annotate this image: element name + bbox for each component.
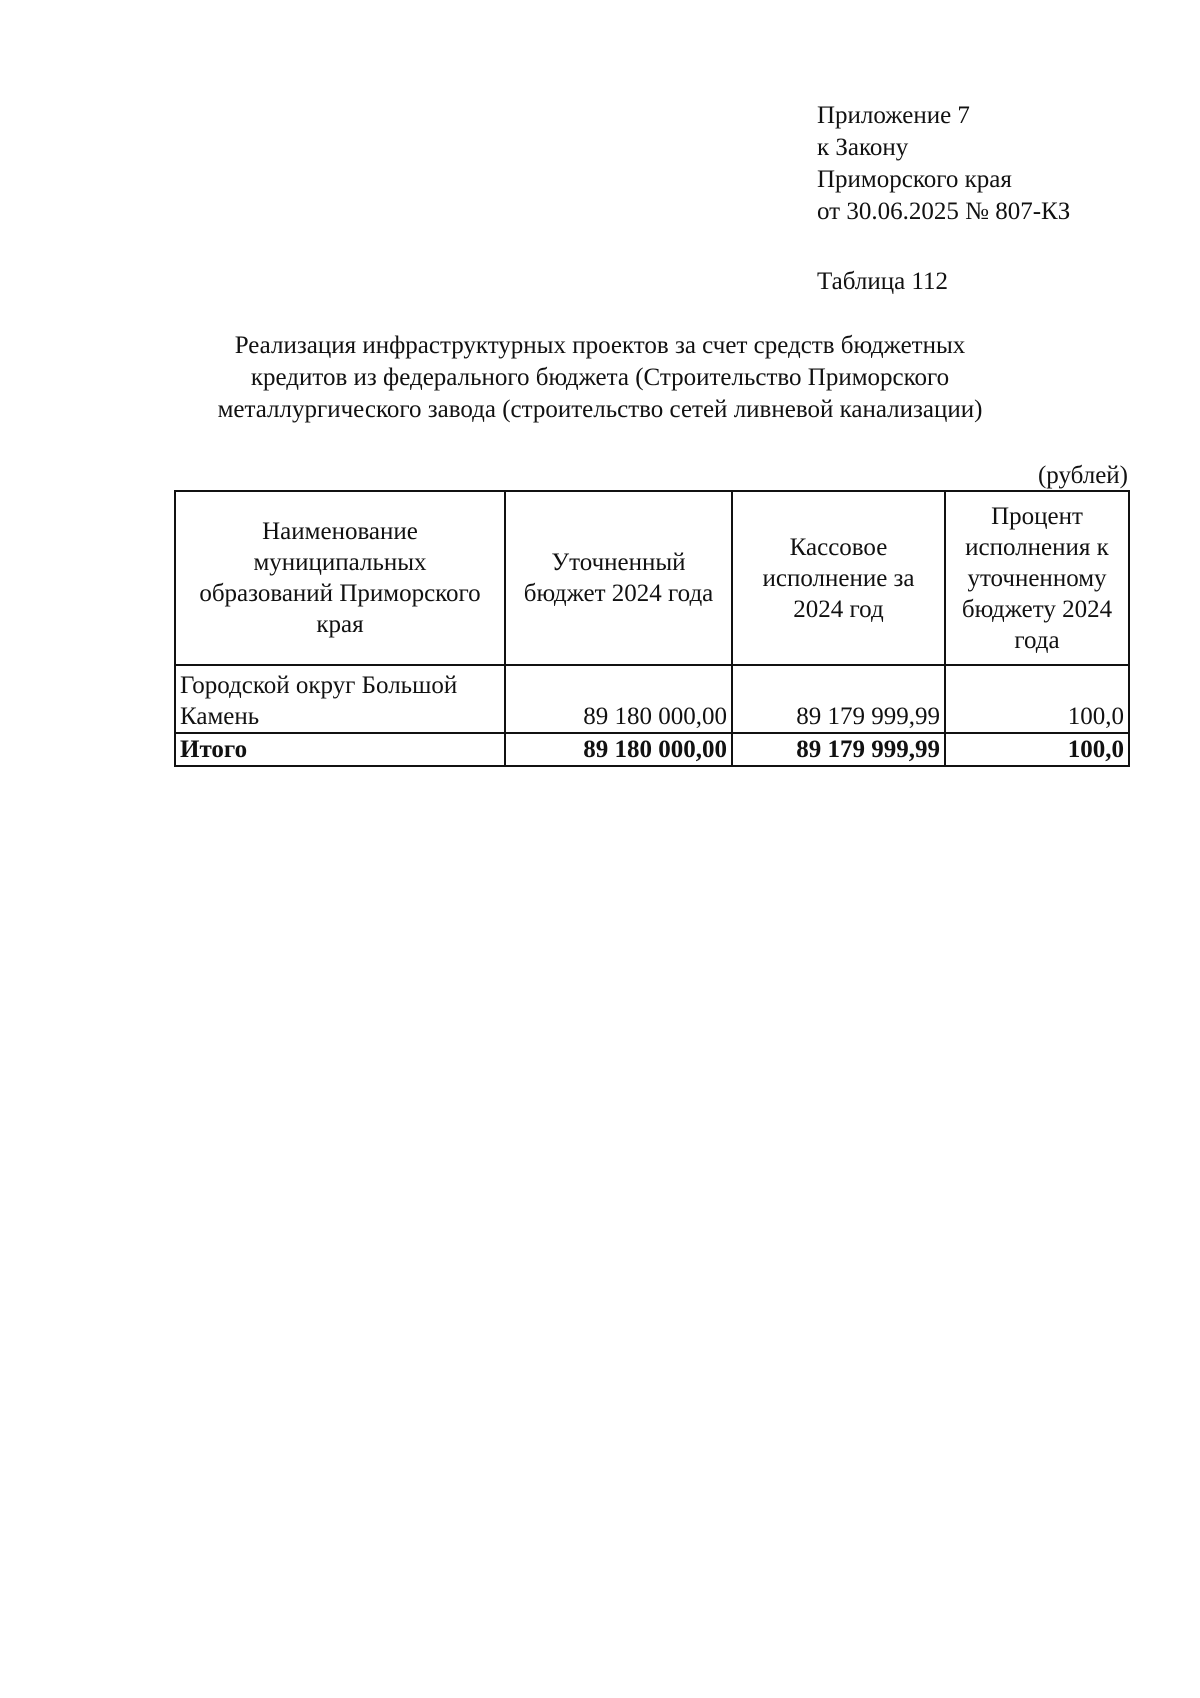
total-row [175, 733, 1129, 766]
document-title [180, 330, 1020, 426]
total-budget: 89 180 000,00 [505, 733, 732, 766]
table-header-row [175, 491, 1129, 665]
column-header-budget: Уточненный бюджет 2024 года [505, 491, 732, 665]
cell-percent: 100,0 [945, 665, 1129, 733]
column-header-percent: Процент исполнения к уточненному бюджету 2024 года [945, 491, 1129, 665]
title-line: металлургического завода (строительство сетей ливневой канализации) [217, 396, 983, 423]
appendix-reference [817, 100, 1070, 228]
appendix-line: к Закону [817, 134, 909, 161]
total-label: Итого [175, 733, 505, 766]
appendix-line: от 30.06.2025 № 807-КЗ [817, 198, 1071, 225]
budget-table [174, 490, 1130, 767]
unit-label: (рублей) [1037, 462, 1128, 489]
cell-municipality: Городской округ Большой Камень [175, 665, 505, 733]
cell-execution: 89 179 999,99 [732, 665, 945, 733]
total-percent: 100,0 [945, 733, 1129, 766]
column-header-execution: Кассовое исполнение за 2024 год [732, 491, 945, 665]
title-line: Реализация инфраструктурных проектов за счет средств бюджетных [234, 332, 966, 359]
title-line: кредитов из федерального бюджета (Строительство Приморского [250, 364, 950, 391]
table-number: Таблица 112 [817, 268, 948, 295]
cell-budget: 89 180 000,00 [505, 665, 732, 733]
appendix-line: Приморского края [817, 166, 1012, 193]
table-row [175, 665, 1129, 733]
appendix-line: Приложение 7 [817, 102, 970, 129]
column-header-municipality: Наименование муниципальных образований Приморского края [175, 491, 505, 665]
total-execution: 89 179 999,99 [732, 733, 945, 766]
